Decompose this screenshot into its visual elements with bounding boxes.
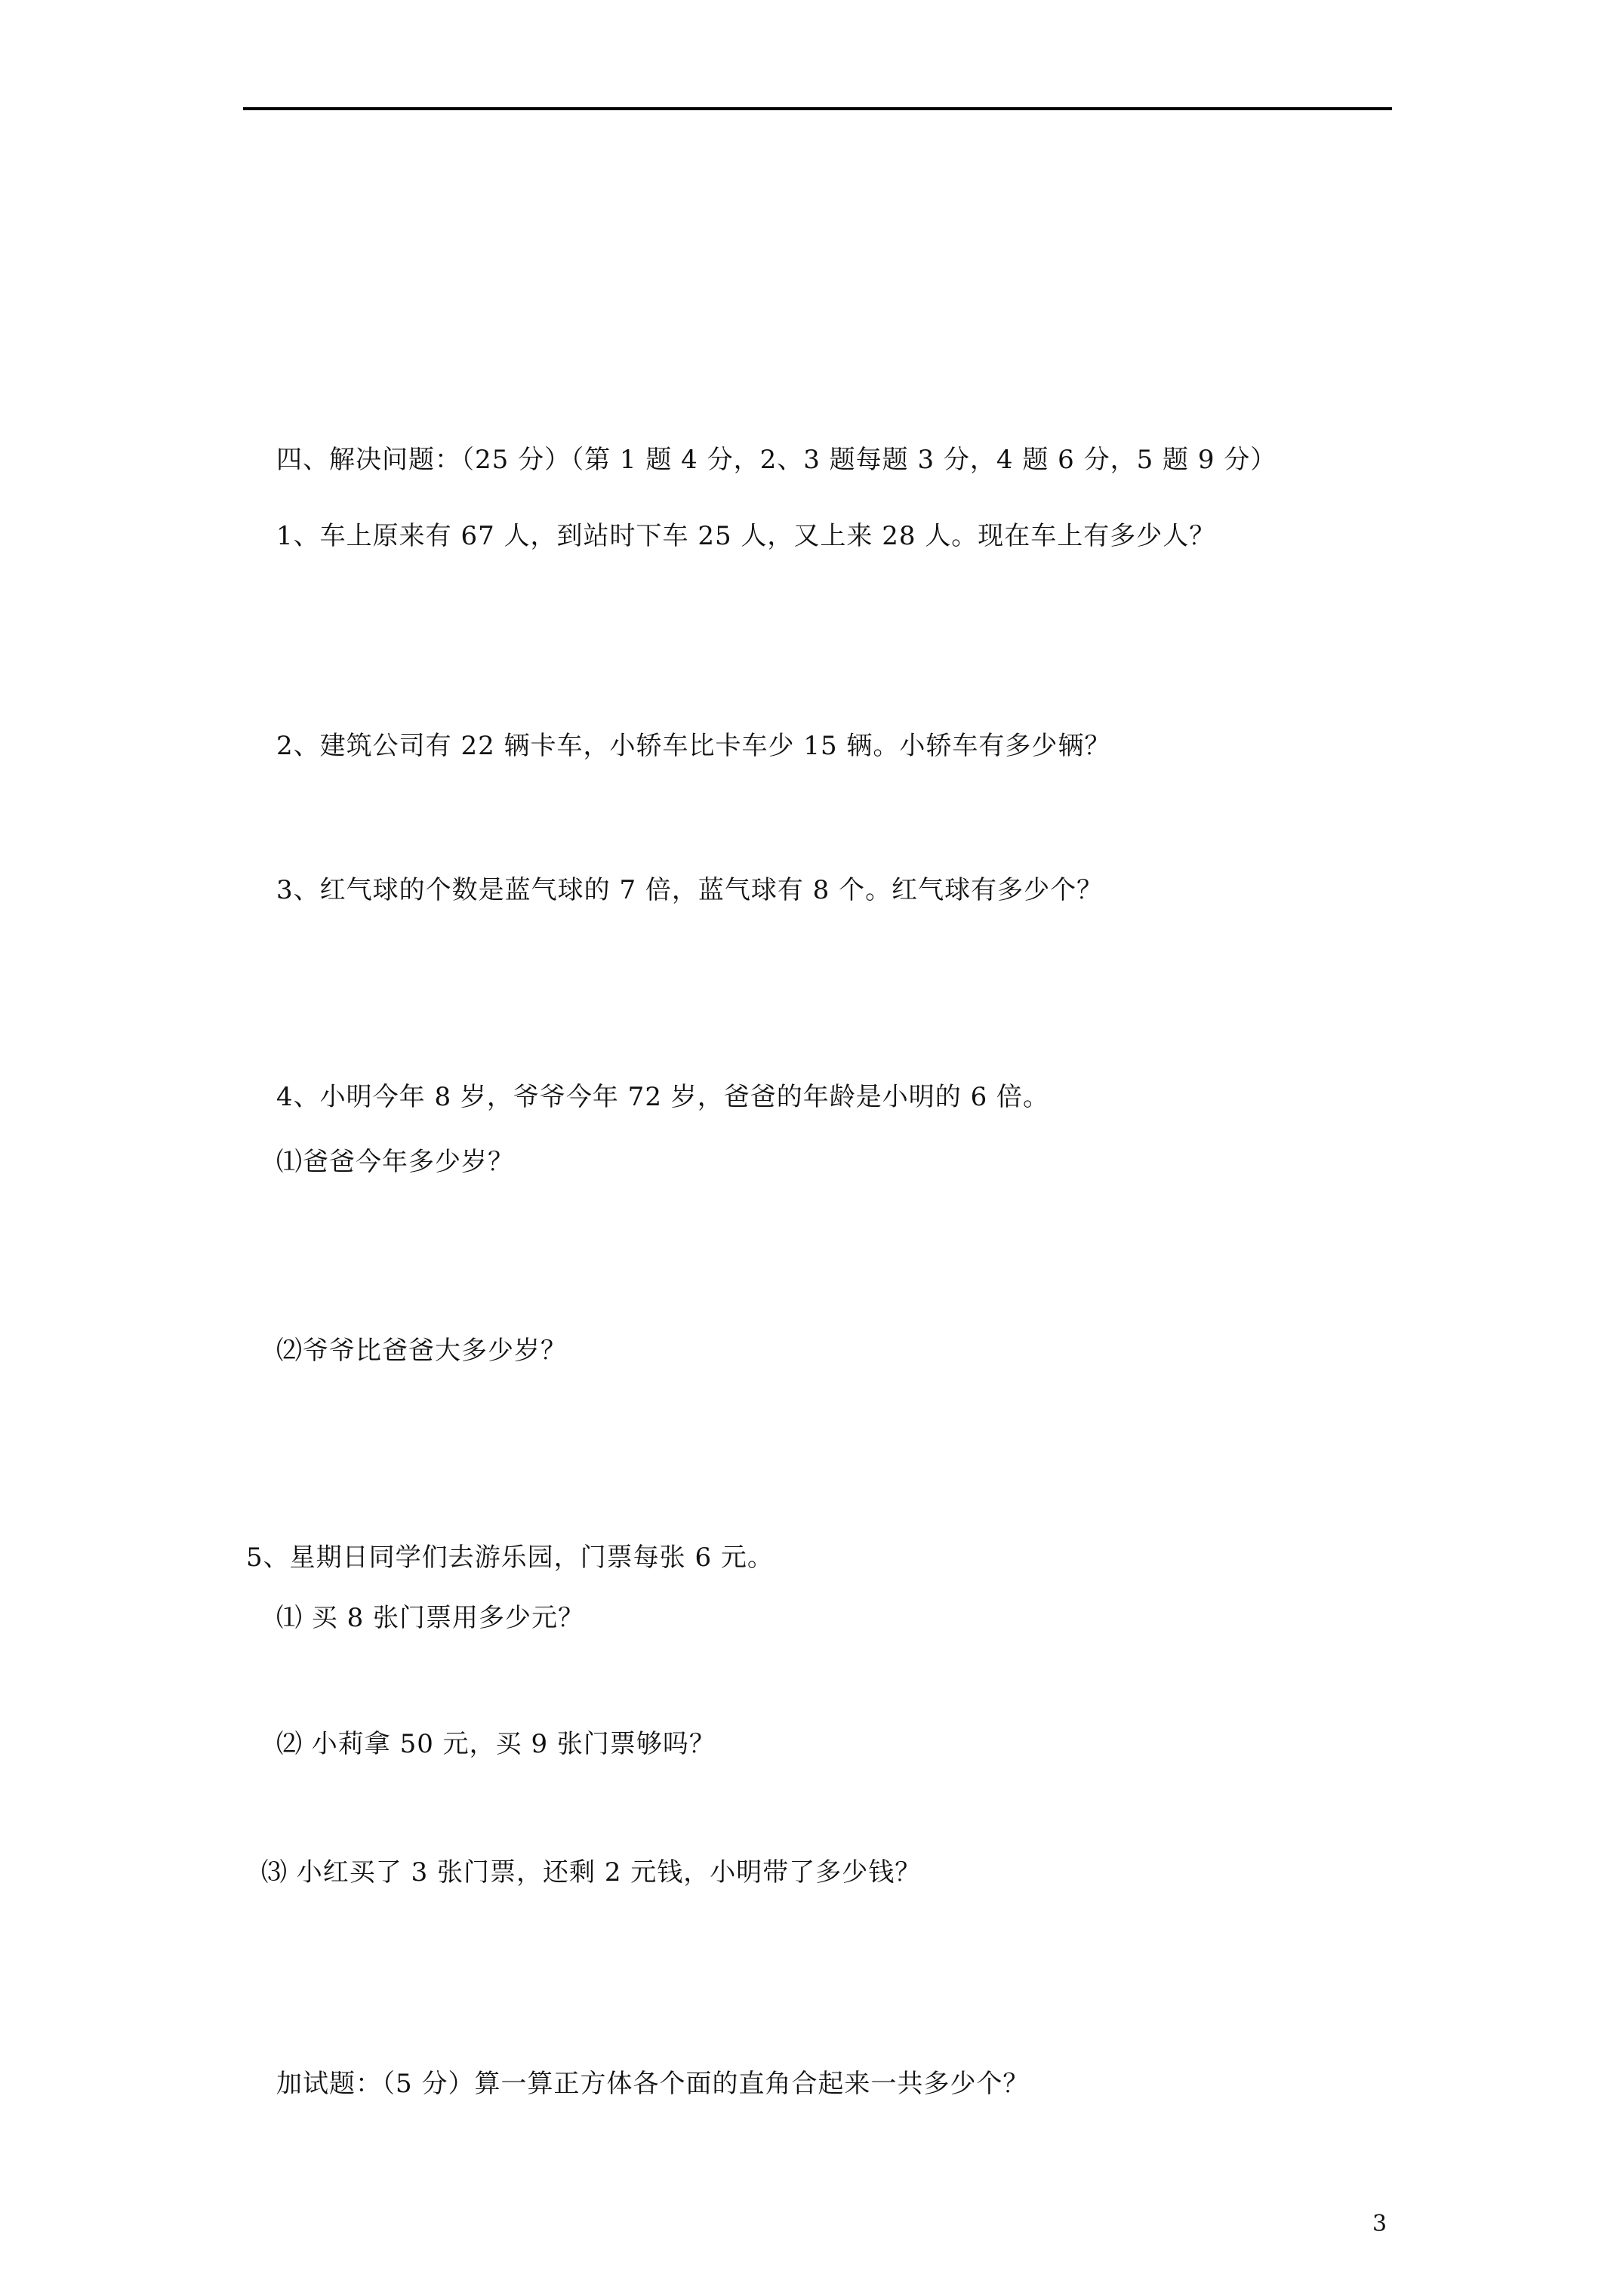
question-2: 2、建筑公司有 22 辆卡车，小轿车比卡车少 15 辆。小轿车有多少辆？: [276, 731, 1111, 761]
question-5-sub-3: ⑶ 小红买了 3 张门票，还剩 2 元钱，小明带了多少钱？: [261, 1857, 922, 1888]
question-5-sub-2: ⑵ 小莉拿 50 元，买 9 张门票够吗？: [276, 1729, 716, 1759]
bonus-question: 加试题：（5 分）算一算正方体各个面的直角合起来一共多少个？: [276, 2069, 1030, 2099]
question-1: 1、车上原来有 67 人，到站时下车 25 人，又上来 28 人。现在车上有多少人？: [276, 521, 1216, 551]
header-rule: [243, 107, 1392, 110]
section-heading: 四、解决问题：（25 分）（第 1 题 4 分，2、3 题每题 3 分，4 题 6 分，5 题 9 分）: [276, 445, 1277, 475]
question-4-sub-2: ⑵爷爷比爸爸大多少岁？: [276, 1336, 567, 1366]
question-3: 3、红气球的个数是蓝气球的 7 倍，蓝气球有 8 个。红气球有多少个？: [276, 875, 1104, 905]
page-number: 3: [1372, 2211, 1387, 2237]
question-5-sub-1: ⑴ 买 8 张门票用多少元？: [276, 1603, 585, 1633]
question-4-stem: 4、小明今年 8 岁，爷爷今年 72 岁，爸爸的年龄是小明的 6 倍。: [276, 1082, 1050, 1112]
question-5-stem: 5、星期日同学们去游乐园，门票每张 6 元。: [246, 1542, 774, 1573]
question-4-sub-1: ⑴爸爸今年多少岁？: [276, 1147, 514, 1177]
